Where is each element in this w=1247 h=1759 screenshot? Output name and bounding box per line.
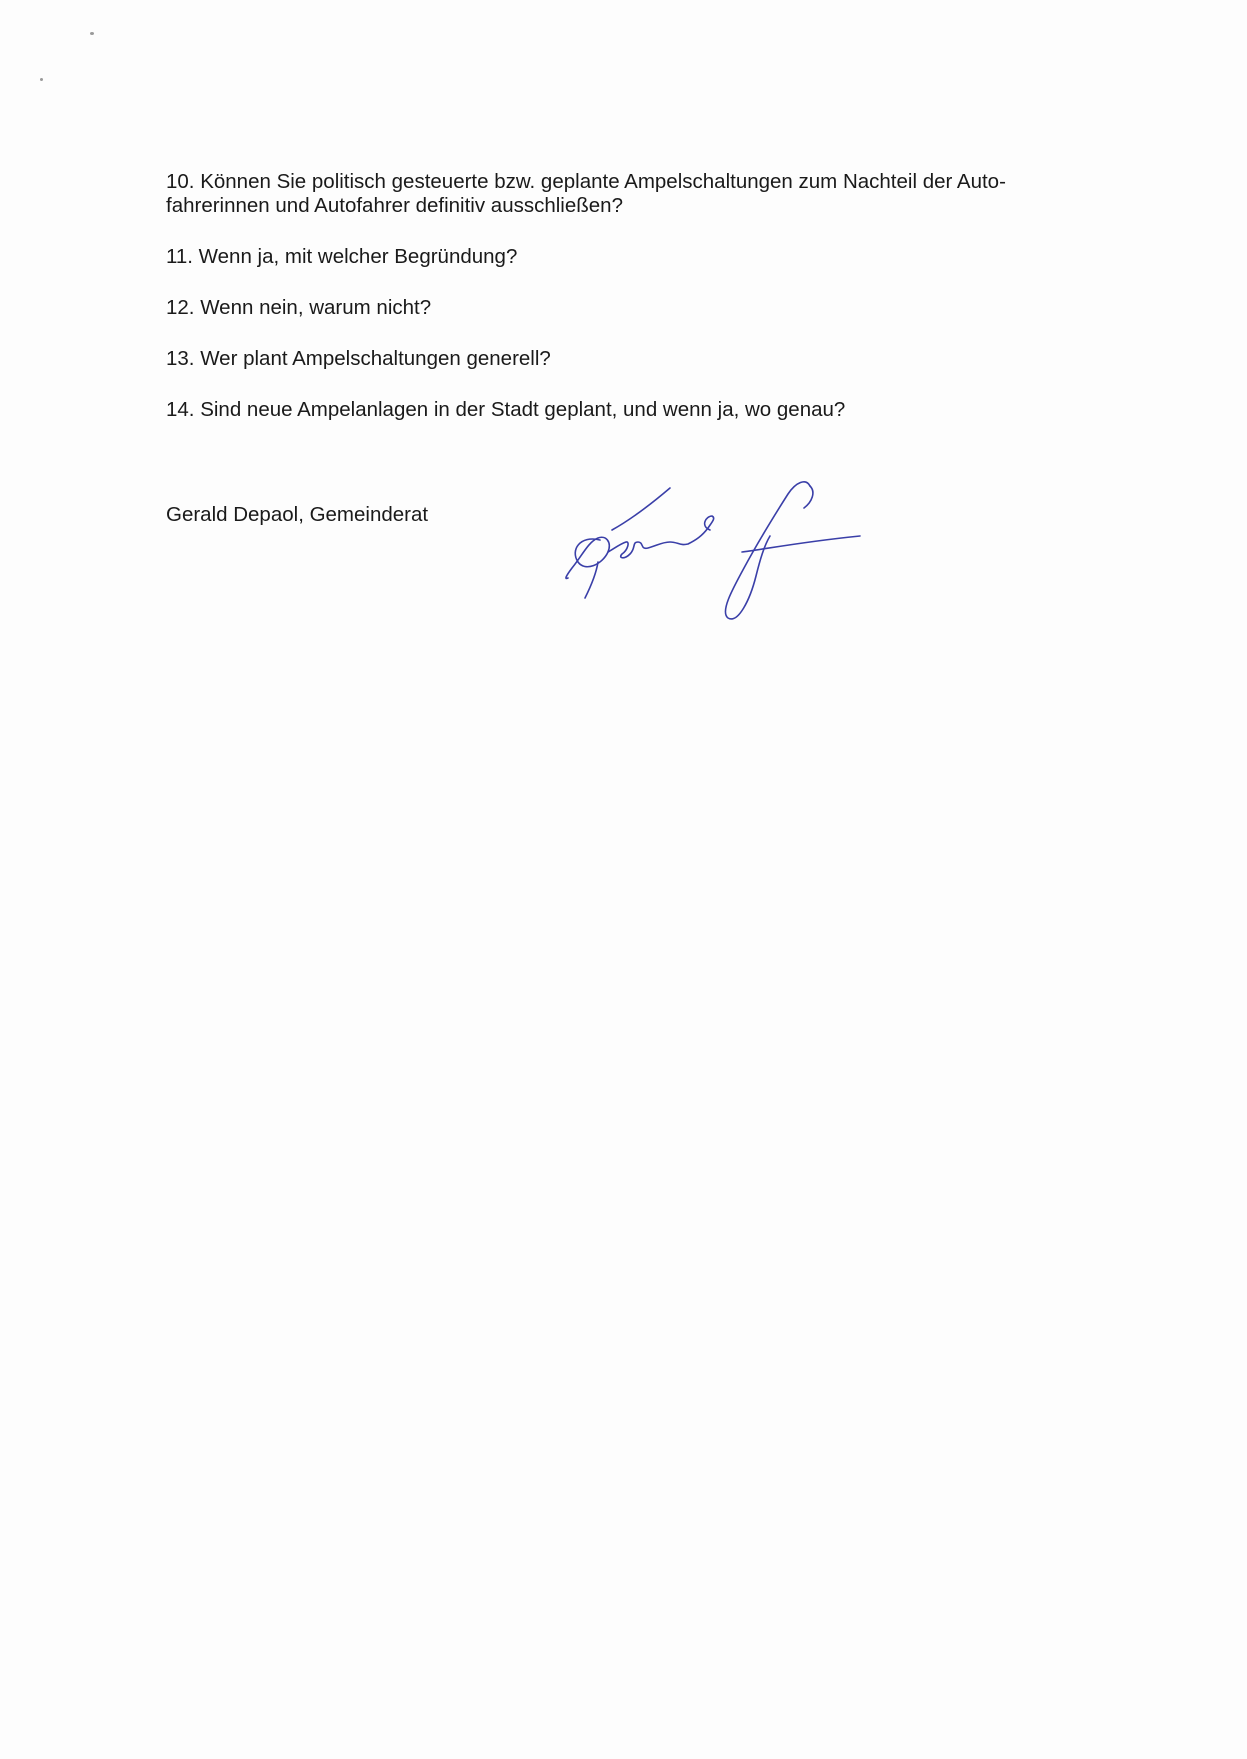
question-14 xyxy=(166,398,1116,422)
question-text: 14. Sind neue Ampelanlagen in der Stadt geplant, und wenn ja, wo genau? xyxy=(166,398,846,421)
question-text: 12. Wenn nein, warum nicht? xyxy=(166,296,432,319)
question-12 xyxy=(166,296,1116,320)
scan-speck xyxy=(40,78,43,81)
handwritten-signature xyxy=(560,480,880,630)
question-10 xyxy=(166,170,1116,218)
signer-name: Gerald Depaol, Gemeinderat xyxy=(166,503,429,526)
question-list xyxy=(166,170,1116,449)
question-text: 10. Können Sie politisch gesteuerte bzw. geplante Ampelschaltungen zum Nachteil der Auto- fahrerinnen und Autofahrer definitiv ausschließen? xyxy=(166,170,1006,217)
scan-speck xyxy=(90,32,94,35)
question-13 xyxy=(166,347,1116,371)
question-11 xyxy=(166,245,1116,269)
question-text: 13. Wer plant Ampelschaltungen generell? xyxy=(166,347,551,370)
question-text: 11. Wenn ja, mit welcher Begründung? xyxy=(166,245,518,268)
